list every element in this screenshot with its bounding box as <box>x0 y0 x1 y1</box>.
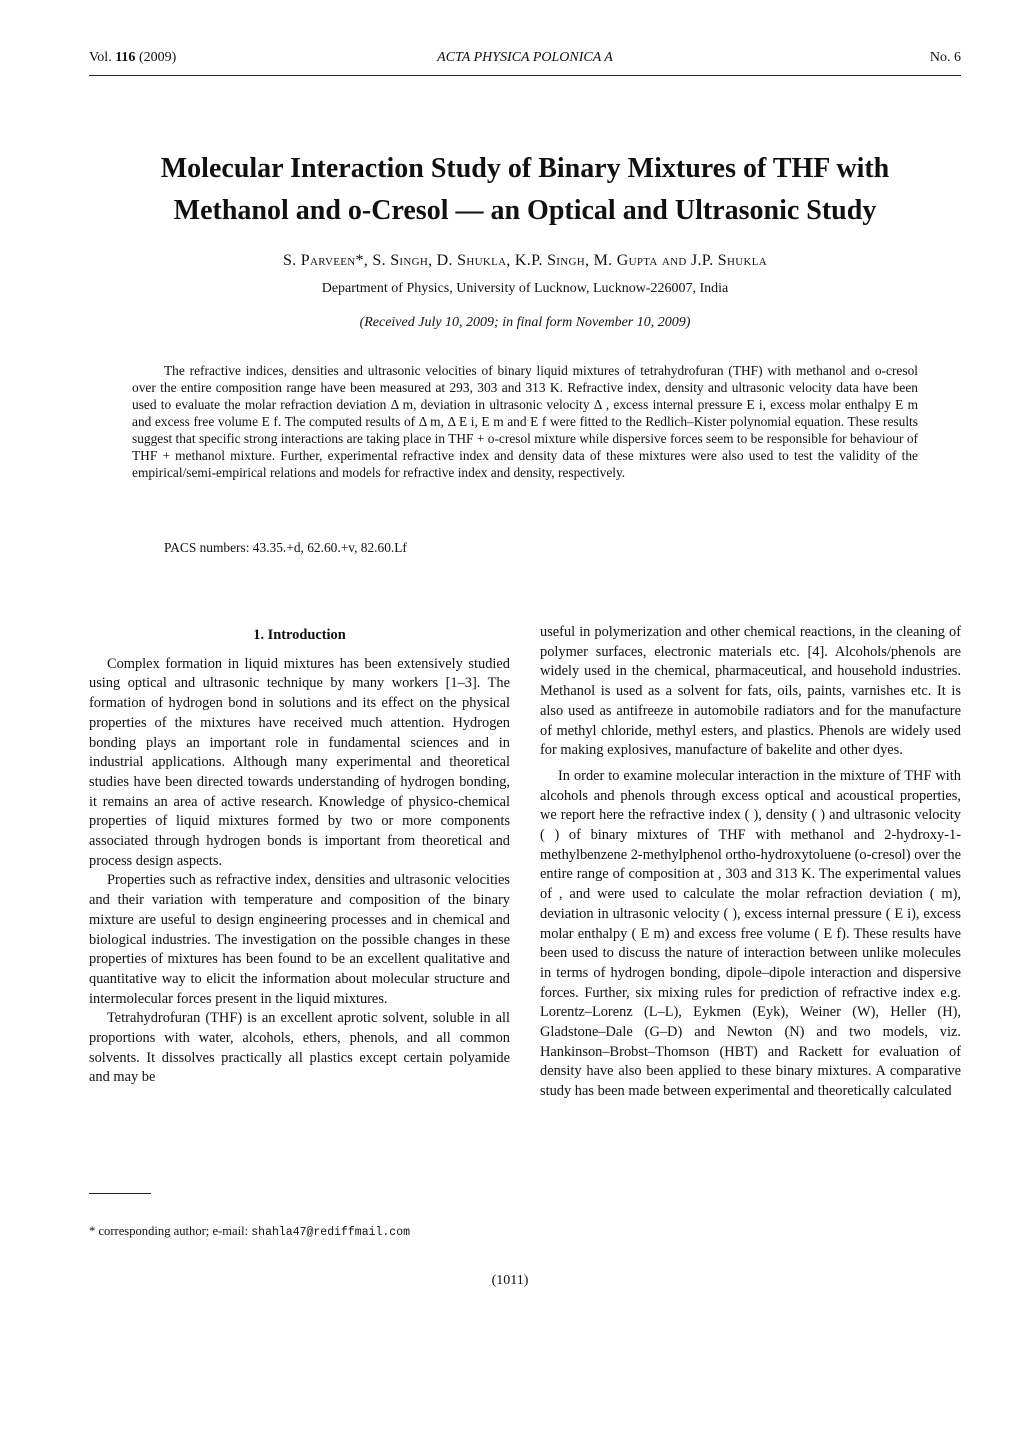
page-number: (1011) <box>491 1273 529 1288</box>
affiliation: Department of Physics, University of Lucknow, Lucknow-226007, India <box>321 281 729 296</box>
header-rule <box>89 75 961 76</box>
title-line-2: Methanol and o-Cresol — an Optical and Ultrasonic Study <box>173 195 877 226</box>
section-heading: 1. Introduction <box>253 627 346 643</box>
title-line-1: Molecular Interaction Study of Binary Mixtures of THF with <box>160 153 890 184</box>
received-dates: (Received July 10, 2009; in final form November 10, 2009) <box>359 315 691 330</box>
footnote <box>89 1224 410 1239</box>
left-column <box>89 623 510 1088</box>
paragraph: Properties such as refractive index, densities and ultrasonic velocities and their variation with temperature and composition of the binary mixture are useful to design engineering processes and in chemical and biological industries. The investigation on the possible changes in these properties of mixtures has been found to be an excellent qualitative and quantitative way to elicit the information about molecular structure and intermolecular forces present in the liquid mixtures. <box>89 872 510 1007</box>
right-column <box>540 623 961 1102</box>
issue-number: No. 6 <box>929 50 961 65</box>
footnote-rule <box>89 1193 151 1194</box>
paragraph: Complex formation in liquid mixtures has been extensively studied using optical and ultrasonic technique by many workers [1–3]. The formation of hydrogen bond in solutions and its effect on the physical properties of the mixtures have received much attention. Hydrogen bonding plays an important role in fundamental sciences and in industrial applications. Although many experimental and theoretical studies have been directed towards understanding of hydrogen bonding, it remains an area of active research. Knowledge of physico-chemical properties of liquid mixtures formed by two or more components associated through hydrogen bonds is important from theoretical and process design aspects. <box>89 655 510 869</box>
paper-title <box>60 148 990 232</box>
paragraph: Tetrahydrofuran (THF) is an excellent aprotic solvent, soluble in all proportions with water, alcohols, ethers, phenols, and all common solvents. It dissolves practically all plastics except certain polyamide and may be <box>89 1010 510 1086</box>
pacs-numbers: PACS numbers: 43.35.+d, 62.60.+v, 82.60.Lf <box>164 540 407 555</box>
volume-number: 116 <box>115 50 136 65</box>
abstract: The refractive indices, densities and ultrasonic velocities of binary liquid mixtures of tetrahydrofuran (THF) with methanol and o-cresol over the entire composition range have been measured at 293, 303 and 313 K. Refractive index, density and ultrasonic velocity data have been used to evaluate the molar refraction deviation Δ m, deviation in ultrasonic velocity Δ , excess internal pressure E i, excess molar enthalpy E m and excess free volume E f. The computed results of Δ m, Δ E i, E m and E f were fitted to the Redlich–Kister polynomial equation. These results suggest that specific strong interactions are taking place in THF + o-cresol mixture while dispersive forces seem to be responsible for behaviour of THF + methanol mixture. Further, experimental refractive index and density data of these mixtures were also used to test the validity of the empirical/semi-empirical relations and models for refractive index and density, respectively. <box>132 363 918 480</box>
footnote-text: * corresponding author; e-mail: <box>89 1224 252 1238</box>
paragraph: In order to examine molecular interaction in the mixture of THF with alcohols and phenols through excess optical and acoustical properties, we report here the refractive index ( ), density ( ) and ultrasonic velocity ( ) of binary mixtures of THF with methanol and 2-hydroxy-1-methylbenzene 2-methylphenol ortho-hydroxytoluene (o-cresol) over the entire range of composition at , 303 and 313 K. The experimental values of , and were used to calculate the molar refraction deviation ( m), deviation in ultrasonic velocity ( ), excess internal pressure ( E i), excess molar enthalpy ( E m) and excess free volume ( E f). These results have been used to discuss the nature of interaction between unlike molecules in terms of hydrogen bonding, dipole–dipole interaction and dispersive forces. Further, six mixing rules for prediction of refractive index e.g. Lorentz–Lorenz (L–L), Eykmen (Eyk), Weiner (W), Heller (H), Gladstone–Dale (G–D) and Newton (N) and two models, viz. Hankinson–Brobst–Thomson (HBT) and Rackett for evaluation of density have also been applied to these binary mixtures. A comparative study has been made between experimental and theoretically calculated <box>540 767 961 1100</box>
author-email: shahla47@rediffmail.com <box>251 1226 411 1239</box>
running-header <box>89 46 961 70</box>
author-list: S. Parveen*, S. Singh, D. Shukla, K.P. Singh, M. Gupta and J.P. Shukla <box>282 252 768 269</box>
journal-name: ACTA PHYSICA POLONICA A <box>437 50 613 65</box>
volume-info: Vol. 116 (2009) <box>89 50 177 65</box>
paragraph: useful in polymerization and other chemical reactions, in the cleaning of polymer surfaces, electronic materials etc. [4]. Alcohols/phenols are widely used in the chemical, pharmaceutical, and household industries. Methanol is used as a solvent for fats, oils, paints, varnishes etc. It is also used as antifreeze in automobile radiators and for the manufacture of methyl chloride, methyl esters, and plastics. Phenols are widely used for making explosives, manufacture of bakelite and other dyes. <box>540 624 961 759</box>
